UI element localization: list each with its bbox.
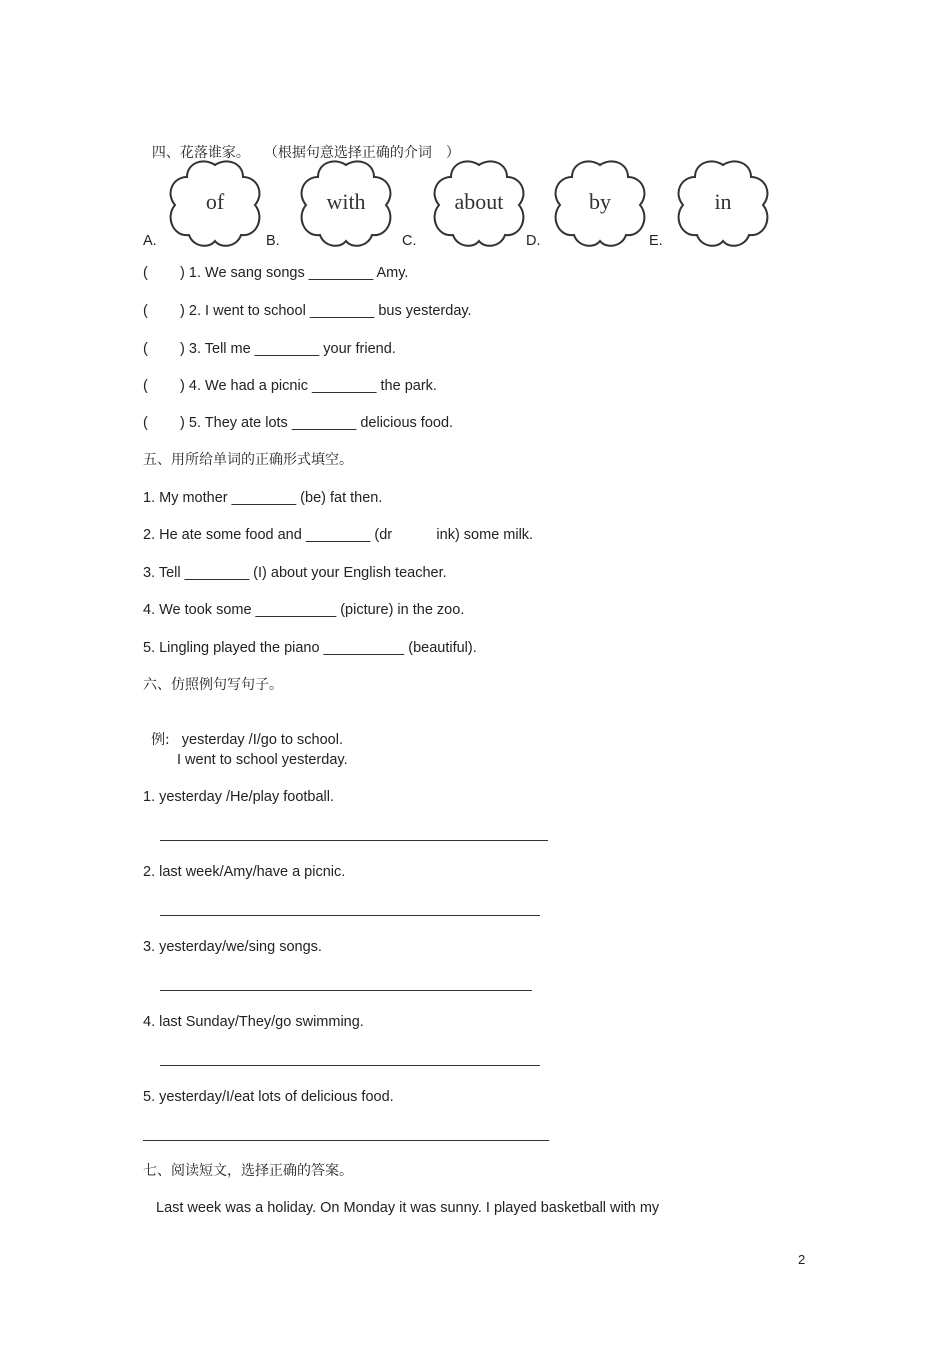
question-line: 3. yesterday/we/sing songs. [143,939,322,955]
option-letter-c: C. [402,233,417,249]
flower-about [429,155,529,250]
answer-blank [160,840,548,841]
question-line: 2. He ate some food and ________ (dr ink) some milk. [143,527,534,543]
option-flowers [143,155,783,250]
question-line: 1. yesterday /He/play football. [143,789,335,805]
question-line: 4. We took some __________ (picture) in the zoo. [143,602,465,618]
option-letter-b: B. [266,233,280,249]
flower-word-about: about [454,189,504,214]
example-row [143,713,343,749]
section5-title: 五、用所给单词的正确形式填空。 [143,452,353,468]
option-letter-d: D. [526,233,541,249]
section7-title: 七、阅读短文，选择正确的答案。 [143,1163,353,1179]
example-prompt: yesterday /I/go to school. [181,732,343,748]
flower-by [550,155,650,250]
answer-blank [160,990,532,991]
answer-blank [143,1140,549,1141]
section4-title: 四、花落谁家。 [151,145,250,161]
question-line: ( ) 4. We had a picnic ________ the park. [143,378,437,394]
question-line: ( ) 2. I went to school ________ bus yesterday. [143,303,472,319]
example-answer: I went to school yesterday. [177,752,348,768]
answer-blank [160,915,540,916]
option-letter-a: A. [143,233,157,249]
option-letter-e: E. [649,233,663,249]
question-line: 2. last week/Amy/have a picnic. [143,864,346,880]
question-line: ( ) 3. Tell me ________ your friend. [143,341,396,357]
flower-word-in: in [714,189,732,214]
question-line: 3. Tell ________ (I) about your English teacher. [143,565,447,581]
passage-text: Last week was a holiday. On Monday it was sunny. I played basketball with my [156,1200,660,1216]
question-line: ( ) 1. We sang songs ________ Amy. [143,265,409,281]
flower-of [165,155,265,250]
flower-word-by: by [589,189,611,214]
answer-blank [160,1065,540,1066]
question-line: ( ) 5. They ate lots ________ delicious food. [143,415,454,431]
question-line: 5. yesterday/I/eat lots of delicious food. [143,1089,394,1105]
question-line: 4. last Sunday/They/go swimming. [143,1014,364,1030]
flower-word-of: of [205,189,225,214]
page-number: 2 [798,1252,806,1267]
section4-instruction: （根据句意选择正确的介词 ） [263,145,460,161]
question-line: 1. My mother ________ (be) fat then. [143,490,383,506]
flower-word-with: with [326,189,366,214]
flower-with [296,155,396,250]
section6-title: 六、仿照例句写句子。 [143,677,283,693]
flower-in [673,155,773,250]
question-line: 5. Lingling played the piano __________ (beautiful). [143,640,477,656]
example-label: 例: [151,732,170,748]
